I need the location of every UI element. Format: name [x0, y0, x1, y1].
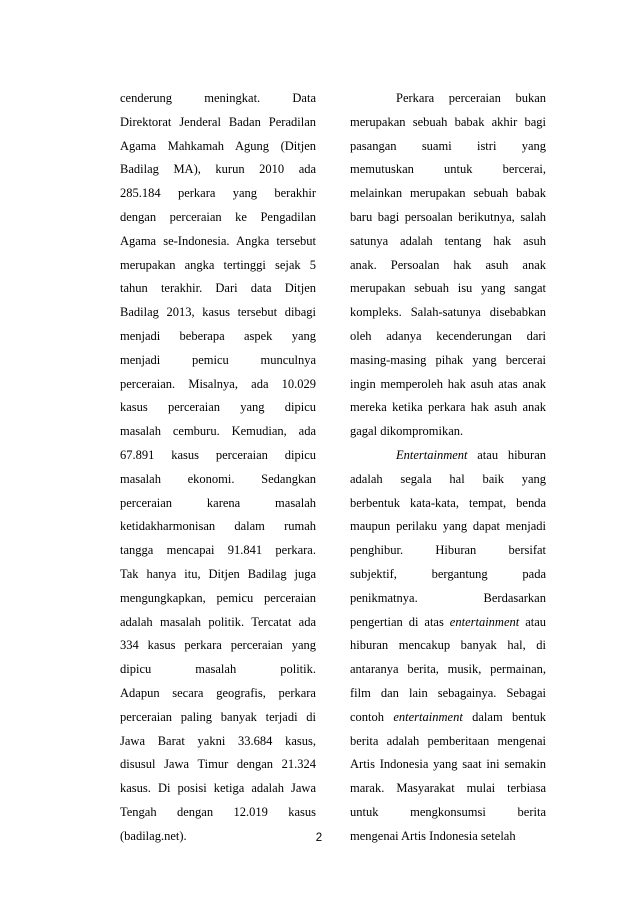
text-line: Tengah dengan 12.019 kasus: [120, 804, 316, 819]
text-line: mengenai Artis Indonesia setelah: [350, 828, 516, 843]
right-text-column: [350, 87, 546, 849]
text-line: satunya adalah tentang hak asuh: [350, 233, 547, 248]
text-line: penghibur. Hiburan bersifat: [350, 543, 547, 558]
text-line: Artis Indonesia yang saat ini semakin: [350, 757, 547, 772]
text-line: merupakan angka tertinggi sejak 5: [120, 257, 316, 272]
text-line: Adapun secara geografis, perkara: [120, 685, 316, 700]
text-line: masing-masing pihak yang bercerai: [350, 352, 547, 367]
text-line: 67.891 kasus perceraian dipicu: [120, 447, 317, 462]
text-line: perceraian paling banyak terjadi di: [120, 709, 317, 724]
text-line: berbentuk kata-kata, tempat, benda: [350, 495, 547, 510]
text-line: cenderung meningkat. Data: [120, 91, 316, 105]
text-line: kasus perceraian yang dipicu: [120, 400, 316, 415]
text-line: maupun perilaku yang dapat menjadi: [350, 519, 547, 534]
text-line: kasus. Di posisi ketiga adalah Jawa: [120, 781, 316, 796]
text-line: adalah masalah politik. Tercatat ada: [120, 614, 317, 629]
text-line: merupakan sebuah babak akhir bagi: [350, 114, 547, 129]
text-line: marak. Masyarakat mulai terbiasa: [350, 781, 547, 796]
text-line: ketidakharmonisan dalam rumah: [120, 519, 317, 534]
text-line: disusul Jawa Timur dengan 21.324: [120, 757, 317, 772]
text-line: Perkara perceraian bukan: [396, 91, 546, 105]
text-line: pengertian di atas entertainment atau: [350, 614, 547, 629]
text-line: penikmatnya. Berdasarkan: [350, 590, 546, 605]
text-line: perceraian karena masalah: [120, 495, 317, 510]
text-line: dipicu masalah politik.: [120, 662, 316, 677]
text-line: berita adalah pemberitaan mengenai: [350, 733, 547, 748]
page-number: 2: [315, 832, 323, 844]
text-line: merupakan sebuah isu yang sangat: [350, 281, 547, 296]
text-line: gagal dikompromikan.: [350, 424, 464, 439]
text-line: Agama Mahkamah Agung (Ditjen: [120, 138, 317, 153]
text-line: subjektif, bergantung pada: [350, 566, 546, 581]
text-line: adalah segala hal baik yang: [350, 471, 547, 486]
text-line: hiburan mencakup banyak hal, di: [350, 638, 546, 653]
text-line: Direktorat Jenderal Badan Peradilan: [120, 114, 316, 129]
text-line: mereka ketika perkara hak asuh anak: [350, 400, 547, 415]
text-line: (badilag.net).: [120, 828, 187, 843]
text-line: Tak hanya itu, Ditjen Badilag juga: [120, 566, 317, 581]
text-line: Badilag 2013, kasus tersebut dibagi: [120, 305, 316, 320]
text-line: contoh entertainment dalam bentuk: [350, 709, 547, 724]
text-line: memutuskan untuk bercerai,: [350, 162, 546, 177]
text-line: kompleks. Salah-satunya disebabkan: [350, 305, 546, 320]
text-line: perceraian. Misalnya, ada 10.029: [120, 376, 317, 391]
text-line: pasangan suami istri yang: [350, 138, 547, 153]
text-line: Agama se-Indonesia. Angka tersebut: [120, 233, 316, 248]
text-line: 285.184 perkara yang berakhir: [120, 186, 317, 201]
text-line: anak. Persoalan hak asuh anak: [350, 257, 546, 272]
text-line: antaranya berita, musik, permainan,: [350, 662, 546, 677]
text-line: masalah ekonomi. Sedangkan: [120, 471, 317, 486]
text-line: tahun terakhir. Dari data Ditjen: [120, 281, 317, 296]
text-line: menjadi beberapa aspek yang: [120, 328, 316, 343]
text-line: oleh adanya kecenderungan dari: [350, 328, 546, 343]
text-line: Jawa Barat yakni 33.684 kasus,: [120, 733, 317, 748]
text-line: melainkan merupakan sebuah babak: [350, 186, 546, 201]
text-line: masalah cemburu. Kemudian, ada: [120, 424, 317, 439]
text-line: dengan perceraian ke Pengadilan: [120, 209, 317, 224]
text-line: mengungkapkan, pemicu perceraian: [120, 590, 316, 605]
text-line: ingin memperoleh hak asuh atas anak: [350, 376, 547, 391]
text-line: untuk mengkonsumsi berita: [350, 804, 546, 819]
text-line: Badilag MA), kurun 2010 ada: [120, 162, 317, 177]
text-line: film dan lain sebagainya. Sebagai: [350, 685, 547, 700]
text-line: menjadi pemicu munculnya: [120, 352, 317, 367]
left-text-column: [120, 87, 316, 849]
text-line: baru bagi persoalan berikutnya, salah: [350, 209, 546, 224]
text-line: tangga mencapai 91.841 perkara.: [120, 543, 316, 558]
text-line: 334 kasus perkara perceraian yang: [120, 638, 316, 653]
text-line: Entertainment atau hiburan: [396, 447, 546, 462]
